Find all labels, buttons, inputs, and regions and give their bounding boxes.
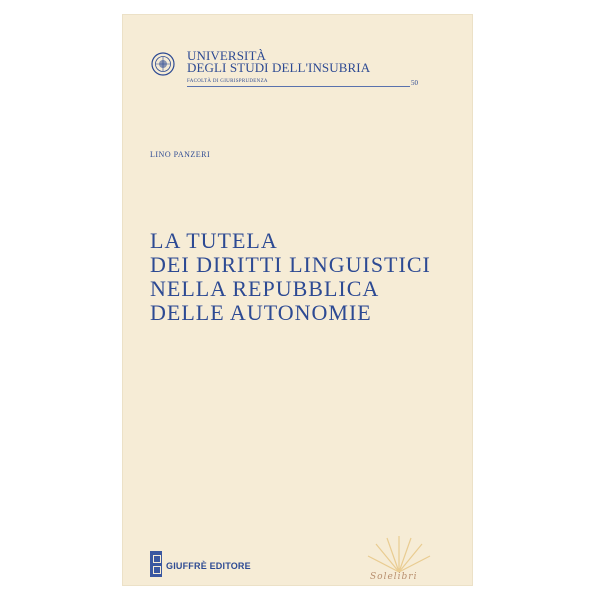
header-divider: [187, 86, 410, 87]
faculty-name: FACOLTÀ DI GIURISPRUDENZA: [187, 79, 268, 84]
university-name-line-1: UNIVERSITÀ: [187, 48, 266, 63]
title-line-3: NELLA REPUBBLICA: [150, 276, 380, 301]
university-name: [187, 50, 370, 74]
title-line-2: DEI DIRITTI LINGUISTICI: [150, 252, 431, 277]
university-name-line-2: DEGLI STUDI DELL'INSUBRIA: [187, 60, 371, 75]
watermark-text: Solelibri: [370, 572, 418, 582]
book-title: [150, 229, 431, 325]
title-line-4: DELLE AUTONOMIE: [150, 300, 372, 325]
publisher-name: GIUFFRÈ EDITORE: [166, 561, 251, 571]
author-name: LINO PANZERI: [150, 150, 211, 159]
publisher-logo-icon: [150, 551, 162, 577]
university-seal-icon: [151, 52, 175, 76]
title-line-1: LA TUTELA: [150, 228, 278, 253]
sun-rays-icon: [364, 532, 434, 574]
series-number: 50: [411, 79, 418, 87]
